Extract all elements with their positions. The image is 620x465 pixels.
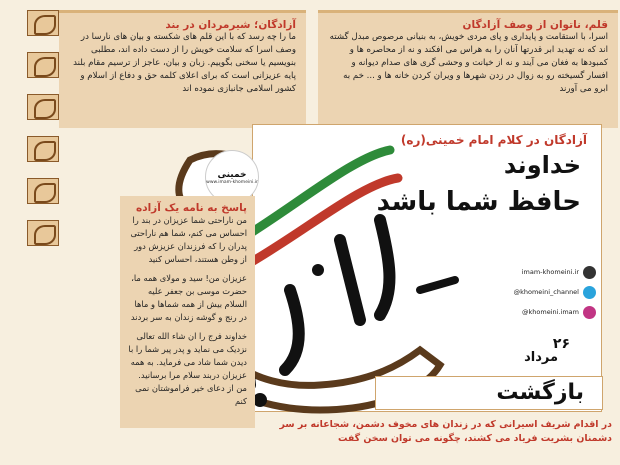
panel-kicker: آزادگان در کلام امام خمینی(ره) xyxy=(400,133,587,147)
social-row-telegram[interactable] xyxy=(510,282,596,302)
ornament-tile-icon xyxy=(27,10,59,36)
ornament-tile-icon xyxy=(27,178,59,204)
date-month: مرداد xyxy=(524,350,558,365)
ornament-tile-icon xyxy=(27,136,59,162)
social-handle: imam-khomeini.ir xyxy=(521,268,579,276)
panel-headline-line2: حافظ شما باشد xyxy=(376,187,581,217)
instagram-icon xyxy=(583,306,596,319)
ornament-tile-icon xyxy=(27,52,59,78)
card-title: آزادگان؛ شیرمردان در بند xyxy=(165,19,296,31)
telegram-icon xyxy=(583,286,596,299)
return-label: بازگشت xyxy=(496,380,584,405)
reply-paragraph: من ناراحتی شما عزیزان در بند را احساس می کنم، شما هم ناراحتی پدران را که فرزندان عزیزش دور از وطن هستند، احساس کنید xyxy=(130,215,247,264)
social-row-instagram[interactable] xyxy=(510,302,596,322)
reply-paragraph: عزیزان من! سید و مولای همه ما، حضرت موسی بن جعفر علیه السلام بیش از همه شماها و ماها در رنج و گوشه زندان به سر بردند xyxy=(130,273,247,322)
social-handle: @khomeini_channel xyxy=(513,288,579,296)
globe-icon xyxy=(583,266,596,279)
date-day: ۲۶ xyxy=(552,336,570,352)
card-body: ما را چه رسد که با این قلم های شکسته و بیان های نارسا در وصف اسرا که سلامت خویش را از دست داده اند، مطلبی بنویسیم یا سخنی بگوییم. زبان و بیان، عاجز از ترسیم مقام بلند پایه عزیزانی است که برای اعلای کلمه حق و دفاع از اسلام و کشور اسلامی جانبازی نموده اند xyxy=(73,32,296,94)
card-title: پاسخ به نامه یک آزاده xyxy=(136,202,247,214)
quote-card-reply-letter xyxy=(120,196,255,428)
footer-quote: در اقدام شریف اسیرانی که در زندان های مخوف دشمن، شجاعانه بر سر دشمنان بشریت فریاد می کشند، چگونه می توان سخن گفت xyxy=(279,419,612,444)
card-title: قلم، ناتوان از وصف آزادگان xyxy=(462,19,608,31)
date-badge xyxy=(488,336,578,372)
card-body: اسرا، با استقامت و پایداری و پای مردی خویش، به بنیانی مرصوص مبدل گشته اند که نه تهدید ابر قدرتها آنان را به هراس می افکند و نه از محاصره ها و کمبودها به فغان می آیند و نه از خیانت و وحشی گری های صدام دیوانه و افسار گسیخته رو به زوال در زدن شهرها و ویران کردن خانه ها و ... خم به ابرو می آورند xyxy=(329,32,608,94)
quote-card-pen xyxy=(318,10,618,128)
ornament-tile-icon xyxy=(27,220,59,246)
social-row-website[interactable] xyxy=(510,262,596,282)
quote-card-prisoners xyxy=(59,10,306,128)
social-handle: @khomeini.imam xyxy=(522,308,579,316)
return-box xyxy=(375,376,603,410)
logo-url: www.imam-khomeini.ir xyxy=(206,179,258,185)
ornament-tile-icon xyxy=(27,94,59,120)
social-links xyxy=(510,262,596,322)
logo-mark: خمینی xyxy=(217,169,247,180)
panel-headline-line1: خداوند xyxy=(503,151,581,179)
reply-paragraph: خداوند فرج را ان شاء الله تعالی نزدیک می نماید و پدر پیر شما را با دیدن شما شاد می فرماید. به همه عزیزان دربند سلام مرا برسانید. من از دعای خیر فراموشتان نمی کنم xyxy=(128,331,247,406)
card-body xyxy=(128,214,247,408)
